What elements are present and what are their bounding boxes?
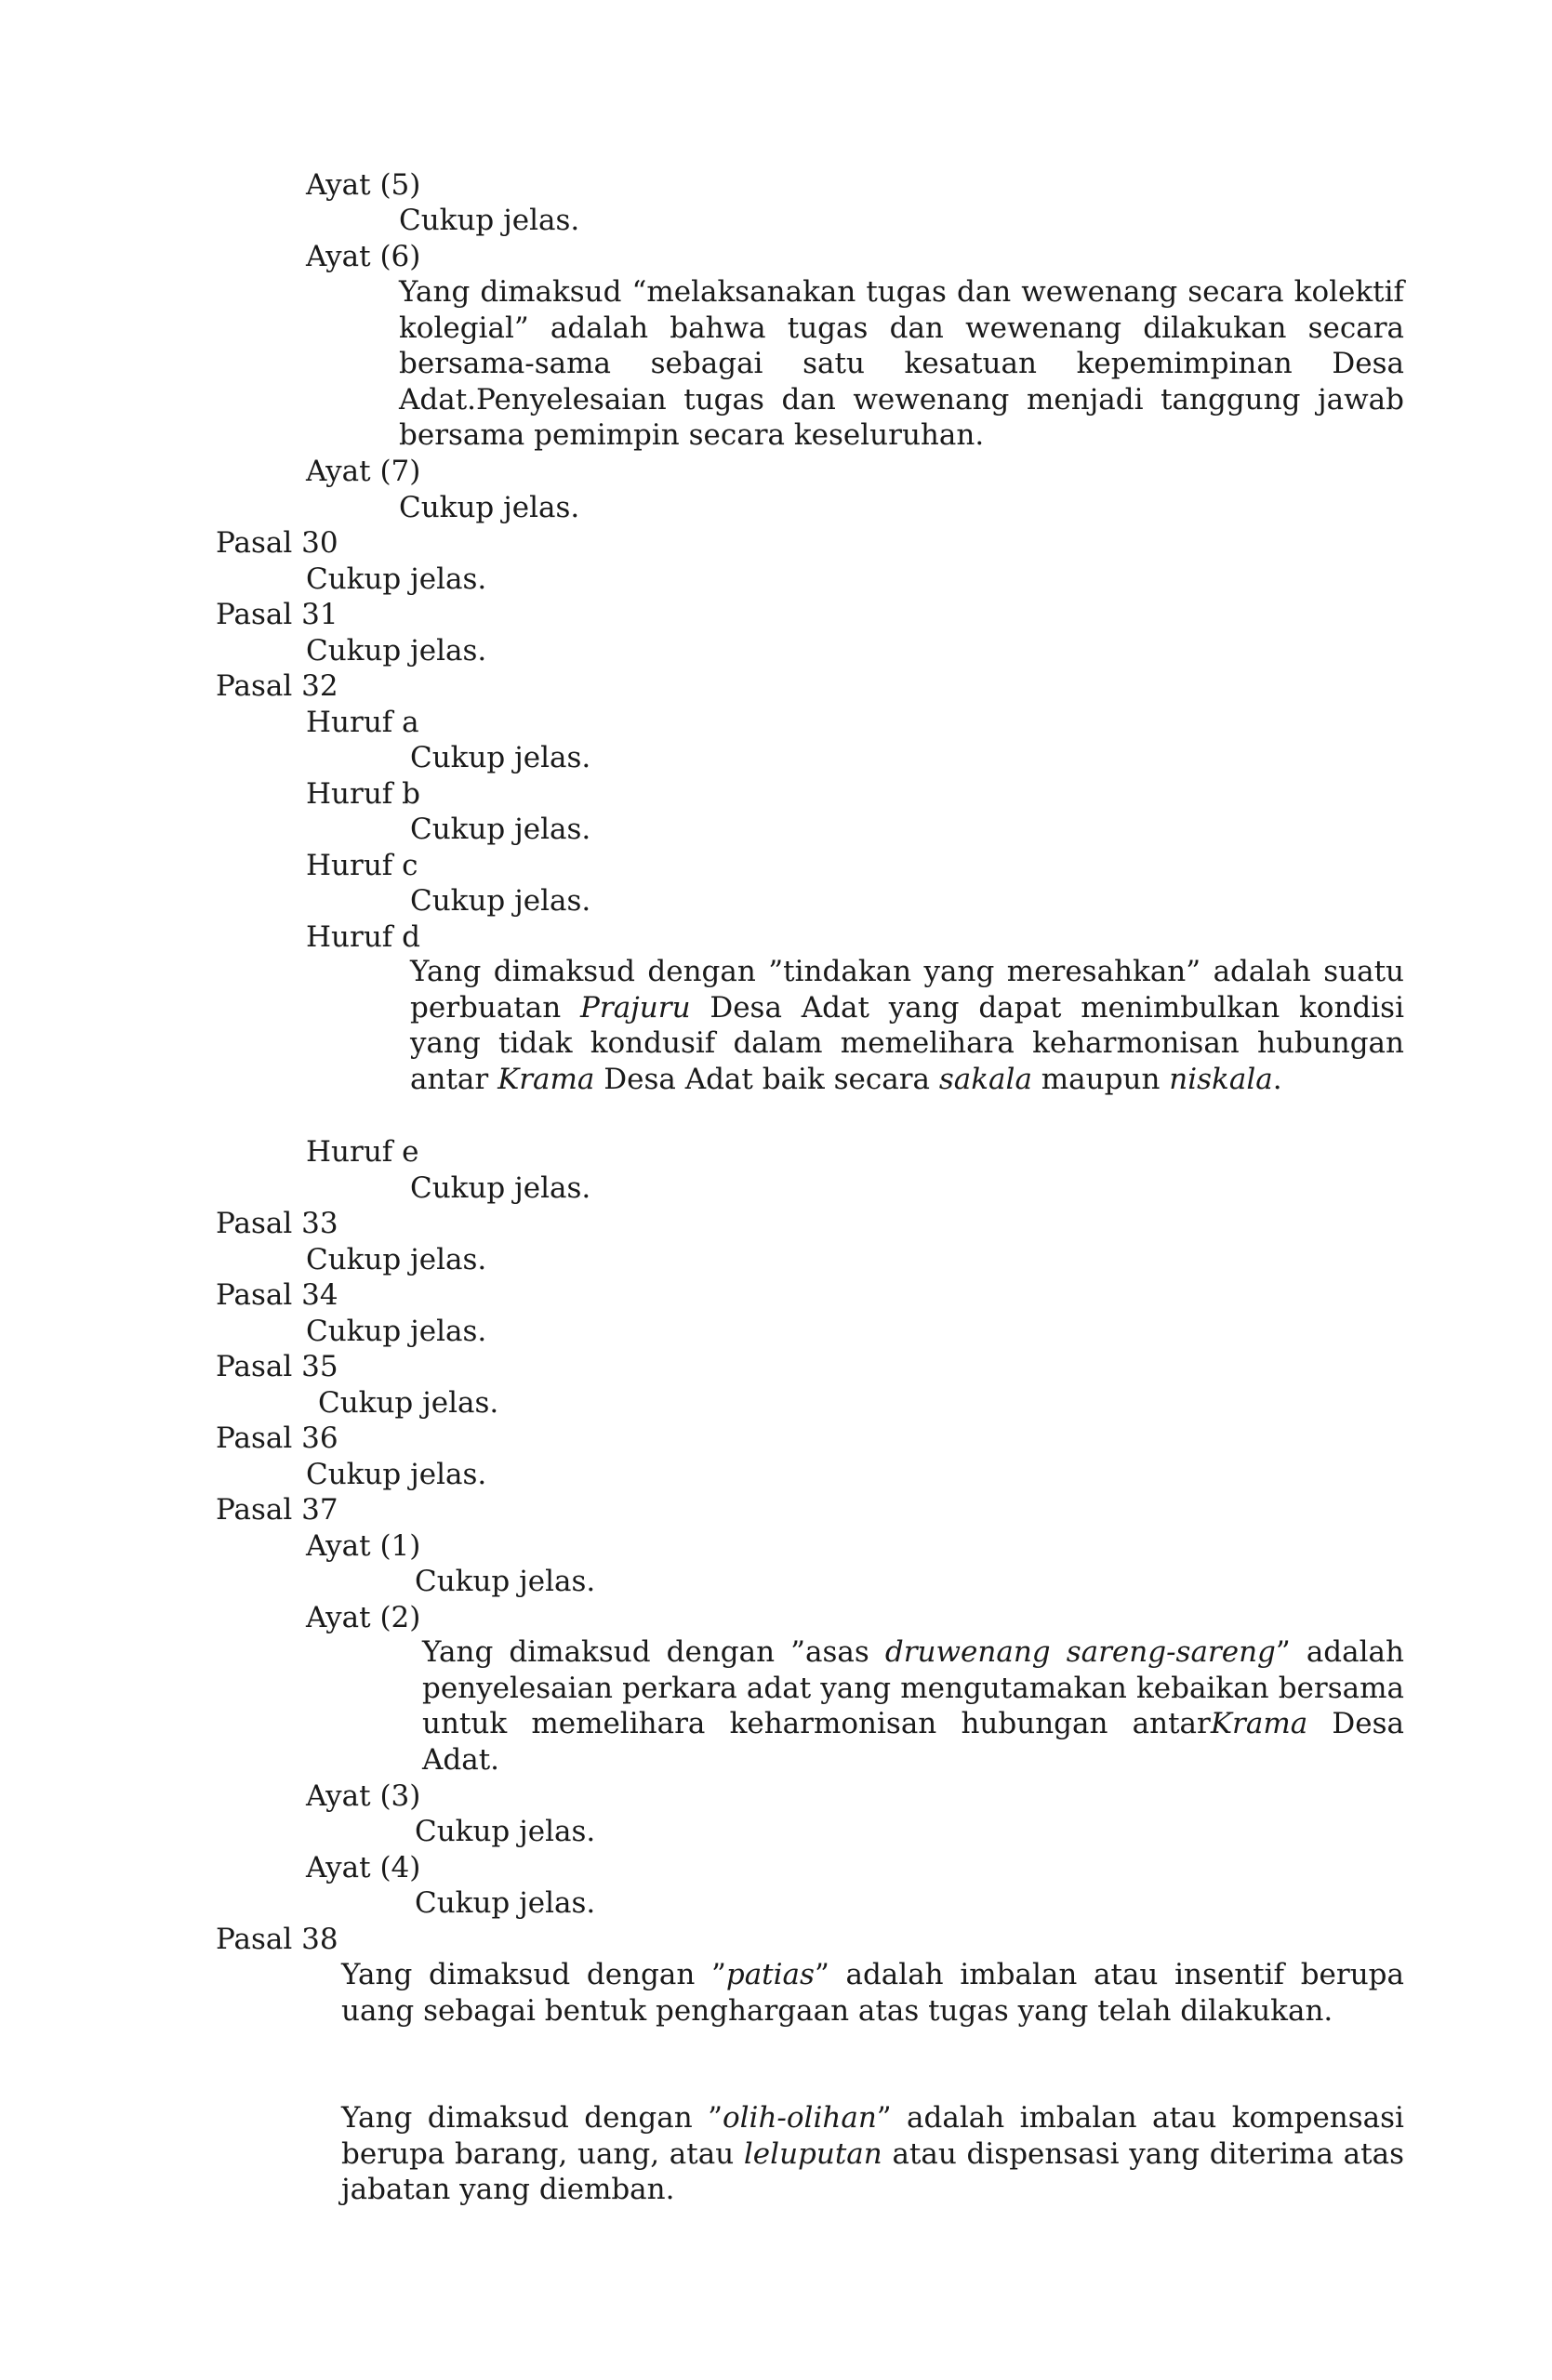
pasal-30-text: Cukup jelas. (306, 562, 487, 596)
huruf-d-heading: Huruf d (306, 920, 420, 954)
pasal-31-heading: Pasal 31 (216, 598, 338, 631)
huruf-e-heading: Huruf e (306, 1135, 419, 1169)
ayat-1-text: Cukup jelas. (415, 1565, 596, 1598)
ayat-3-text: Cukup jelas. (415, 1815, 596, 1848)
ayat-4-heading: Ayat (4) (306, 1851, 421, 1884)
pasal-36-heading: Pasal 36 (216, 1421, 338, 1455)
ayat-6-heading: Ayat (6) (306, 240, 421, 273)
huruf-c-text: Cukup jelas. (410, 884, 591, 918)
pasal-35-text: Cukup jelas. (318, 1386, 499, 1420)
huruf-b-text: Cukup jelas. (410, 813, 591, 846)
pasal-38-paragraph-patias: Yang dimaksud dengan ”patias” adalah imbalan atau insentif berupa uang sebagai bentuk penghargaan atas tugas yang telah dilakukan. (341, 1958, 1404, 2028)
pasal-30-heading: Pasal 30 (216, 526, 338, 560)
pasal-34-text: Cukup jelas. (306, 1315, 487, 1348)
ayat-2-paragraph: Yang dimaksud dengan ”asas druwenang sareng-sareng” adalah penyelesaian perkara adat yang mengutamakan kebaikan bersama untuk memelihara keharmonisan hubungan antarKrama Desa Adat. (422, 1635, 1404, 1777)
ayat-1-heading: Ayat (1) (306, 1529, 421, 1563)
ayat-4-text: Cukup jelas. (415, 1886, 596, 1920)
ayat-3-heading: Ayat (3) (306, 1779, 421, 1813)
pasal-38-paragraph-olih-olihan: Yang dimaksud dengan ”olih-olihan” adalah imbalan atau kompensasi berupa barang, uang, atau leluputan atau dispensasi yang diterima atas jabatan yang diemban. (341, 2101, 1404, 2207)
huruf-a-text: Cukup jelas. (410, 741, 591, 774)
ayat-5-text: Cukup jelas. (399, 204, 580, 237)
pasal-33-heading: Pasal 33 (216, 1207, 338, 1240)
huruf-b-heading: Huruf b (306, 777, 420, 811)
ayat-7-heading: Ayat (7) (306, 455, 421, 488)
pasal-31-text: Cukup jelas. (306, 634, 487, 668)
huruf-c-heading: Huruf c (306, 849, 418, 882)
ayat-5-heading: Ayat (5) (306, 168, 421, 202)
huruf-a-heading: Huruf a (306, 706, 419, 739)
pasal-34-heading: Pasal 34 (216, 1278, 338, 1312)
ayat-2-heading: Ayat (2) (306, 1601, 421, 1634)
pasal-35-heading: Pasal 35 (216, 1350, 338, 1383)
huruf-e-text: Cukup jelas. (410, 1171, 591, 1205)
ayat-6-paragraph: Yang dimaksud “melaksanakan tugas dan wewenang secara kolektif kolegial” adalah bahwa tugas dan wewenang dilakukan secara bersama-sama sebagai satu kesatuan kepemimpinan Desa Adat.Penyelesaian tugas dan wewenang menjadi tanggung jawab bersama pemimpin secara keseluruhan. (399, 275, 1404, 453)
ayat-7-text: Cukup jelas. (399, 491, 580, 524)
pasal-36-text: Cukup jelas. (306, 1458, 487, 1491)
pasal-32-heading: Pasal 32 (216, 669, 338, 703)
pasal-37-heading: Pasal 37 (216, 1493, 338, 1527)
pasal-38-heading: Pasal 38 (216, 1923, 338, 1956)
huruf-d-paragraph: Yang dimaksud dengan ”tindakan yang meresahkan” adalah suatu perbuatan Prajuru Desa Adat yang dapat menimbulkan kondisi yang tidak kondusif dalam memelihara keharmonisan hubungan antar Krama Desa Adat baik secara sakala maupun niskala. (410, 955, 1404, 1096)
pasal-33-text: Cukup jelas. (306, 1243, 487, 1276)
